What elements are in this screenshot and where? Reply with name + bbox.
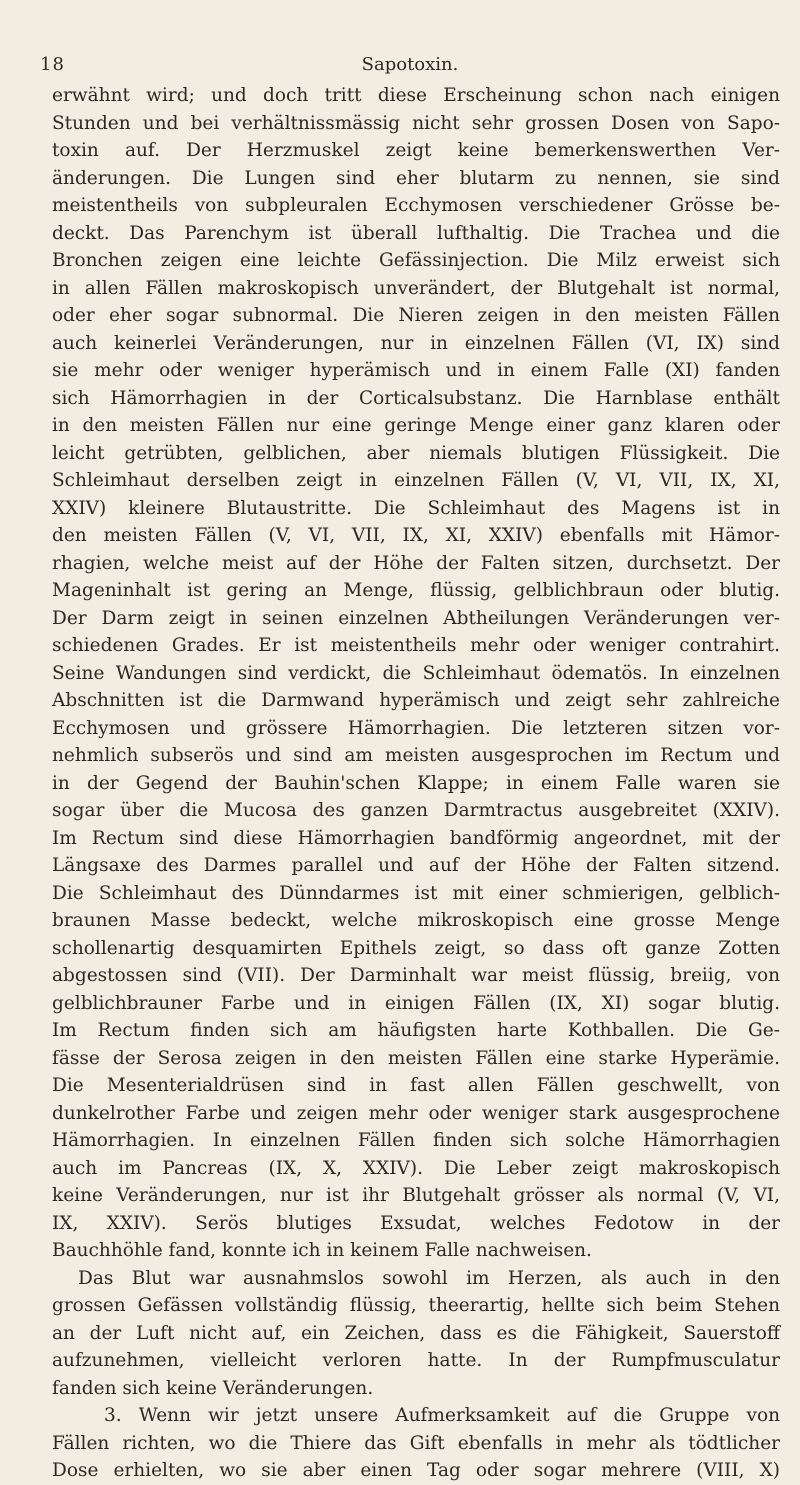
text-line: XXIV) kleinere Blutaustritte. Die Schleimhaut des Magens ist in [52,497,780,519]
text-line: Bronchen zeigen eine leichte Gefässinjection. Die Milz erweist sich [52,250,780,271]
text-line: an der Luft nicht auf, ein Zeichen, dass es die Fähigkeit, Sauerstoff [52,1322,780,1344]
body-text [52,82,780,1485]
text-line: Stunden und bei verhältnissmässig nicht sehr grossen Dosen von Sapo- [52,112,780,134]
text-line: erwähnt wird; und doch tritt diese Erscheinung schon nach einigen [52,85,780,106]
text-line: Seine Wandungen sind verdickt, die Schleimhaut ödematös. In einzelnen [52,662,780,684]
text-line: toxin auf. Der Herzmuskel zeigt keine bemerkenswerthen Ver- [52,140,780,161]
text-line: in der Gegend der Bauhin'schen Klappe; in einem Falle waren sie [52,772,780,794]
text-line: Im Rectum sind diese Hämorrhagien bandförmig angeordnet, mit der [52,827,780,849]
text-line: Schleimhaut derselben zeigt in einzelnen Fällen (V, VI, VII, IX, XI, [52,470,780,491]
text-line: aufzunehmen, vielleicht verloren hatte. In der Rumpfmusculatur [52,1350,780,1371]
text-line: fässe der Serosa zeigen in den meisten Fällen eine starke Hyperämie. [52,1047,780,1069]
text-line: gelblichbrauner Farbe und in einigen Fällen (IX, XI) sogar blutig. [52,992,780,1014]
text-line: Bauchhöhle fand, konnte ich in keinem Falle nachweisen. [52,1240,592,1261]
text-line: Abschnitten ist die Darmwand hyperämisch und zeigt sehr zahlreiche [52,690,780,711]
text-line: meistentheils von subpleuralen Ecchymosen verschiedener Grösse be- [52,195,780,216]
text-line: Fällen richten, wo die Thiere das Gift ebenfalls in mehr als tödtlicher [52,1432,780,1454]
text-line: fanden sich keine Veränderungen. [52,1377,374,1399]
text-line: auch im Pancreas (IX, X, XXIV). Die Leber zeigt makroskopisch [52,1157,780,1179]
text-line: abgestossen sind (VII). Der Darminhalt war meist flüssig, breiig, von [52,965,780,986]
text-line: in den meisten Fällen nur eine geringe Menge einer ganz klaren oder [52,415,780,436]
text-line: deckt. Das Parenchym ist überall lufthaltig. Die Trachea und die [52,222,780,244]
text-line: IX, XXIV). Serös blutiges Exsudat, welches Fedotow in der [52,1212,780,1234]
text-line: keine Veränderungen, nur ist ihr Blutgehalt grösser als normal (V, VI, [52,1185,780,1206]
text-line: grossen Gefässen vollständig flüssig, theerartig, hellte sich beim Stehen [52,1295,780,1316]
text-line: sie mehr oder weniger hyperämisch und in einem Falle (XI) fanden [52,360,780,381]
text-line: dunkelrother Farbe und zeigen mehr oder weniger stark ausgesprochene [52,1102,780,1124]
text-line: auch keinerlei Veränderungen, nur in einzelnen Fällen (VI, IX) sind [52,332,780,354]
text-line: nehmlich subserös und sind am meisten ausgesprochen im Rectum und [52,745,780,766]
text-line: Das Blut war ausnahmslos sowohl im Herzen, als auch in den [78,1267,780,1289]
text-line: sich Hämorrhagien in der Corticalsubstanz. Die Harnblase enthält [52,387,780,409]
text-line: Mageninhalt ist gering an Menge, flüssig, gelblichbraun oder blutig. [52,580,780,601]
text-line: sogar über die Mucosa des ganzen Darmtractus ausgebreitet (XXIV). [52,800,780,821]
text-line: änderungen. Die Lungen sind eher blutarm zu nennen, sie sind [52,167,780,189]
text-line: schollenartig desquamirten Epithels zeigt, so dass oft ganze Zotten [52,937,780,959]
text-line: Ecchymosen und grössere Hämorrhagien. Die letzteren sitzen vor- [52,717,780,739]
text-line: Der Darm zeigt in seinen einzelnen Abtheilungen Veränderungen ver- [52,607,780,629]
text-line: oder eher sogar subnormal. Die Nieren zeigen in den meisten Fällen [52,305,780,326]
text-line: braunen Masse bedeckt, welche mikroskopisch eine grosse Menge [52,910,780,931]
text-line: Im Rectum finden sich am häufigsten harte Kothballen. Die Ge- [52,1020,780,1041]
text-line: Die Schleimhaut des Dünndarmes ist mit einer schmierigen, gelblich- [52,882,780,904]
text-line: Die Mesenterialdrüsen sind in fast allen Fällen geschwellt, von [52,1075,780,1096]
text-line: Hämorrhagien. In einzelnen Fällen finden sich solche Hämorrhagien [52,1130,780,1151]
text-line: den meisten Fällen (V, VI, VII, IX, XI, XXIV) ebenfalls mit Hämor- [52,525,780,546]
text-line: leicht getrübten, gelblichen, aber niemals blutigen Flüssigkeit. Die [52,442,780,464]
running-title: Sapotoxin. [361,54,459,75]
text-line: 3. Wenn wir jetzt unsere Aufmerksamkeit auf die Gruppe von [104,1405,780,1426]
page-number: 18 [40,54,65,75]
text-line: rhagien, welche meist auf der Höhe der Falten sitzen, durchsetzt. Der [52,552,780,574]
text-line: Längsaxe des Darmes parallel und auf der Höhe der Falten sitzend. [52,855,780,876]
text-line: in allen Fällen makroskopisch unverändert, der Blutgehalt ist normal, [52,277,780,299]
text-line: schiedenen Grades. Er ist meistentheils mehr oder weniger contrahirt. [52,635,780,656]
text-line: Dose erhielten, wo sie aber einen Tag oder sogar mehrere (VIII, X) [52,1460,780,1481]
